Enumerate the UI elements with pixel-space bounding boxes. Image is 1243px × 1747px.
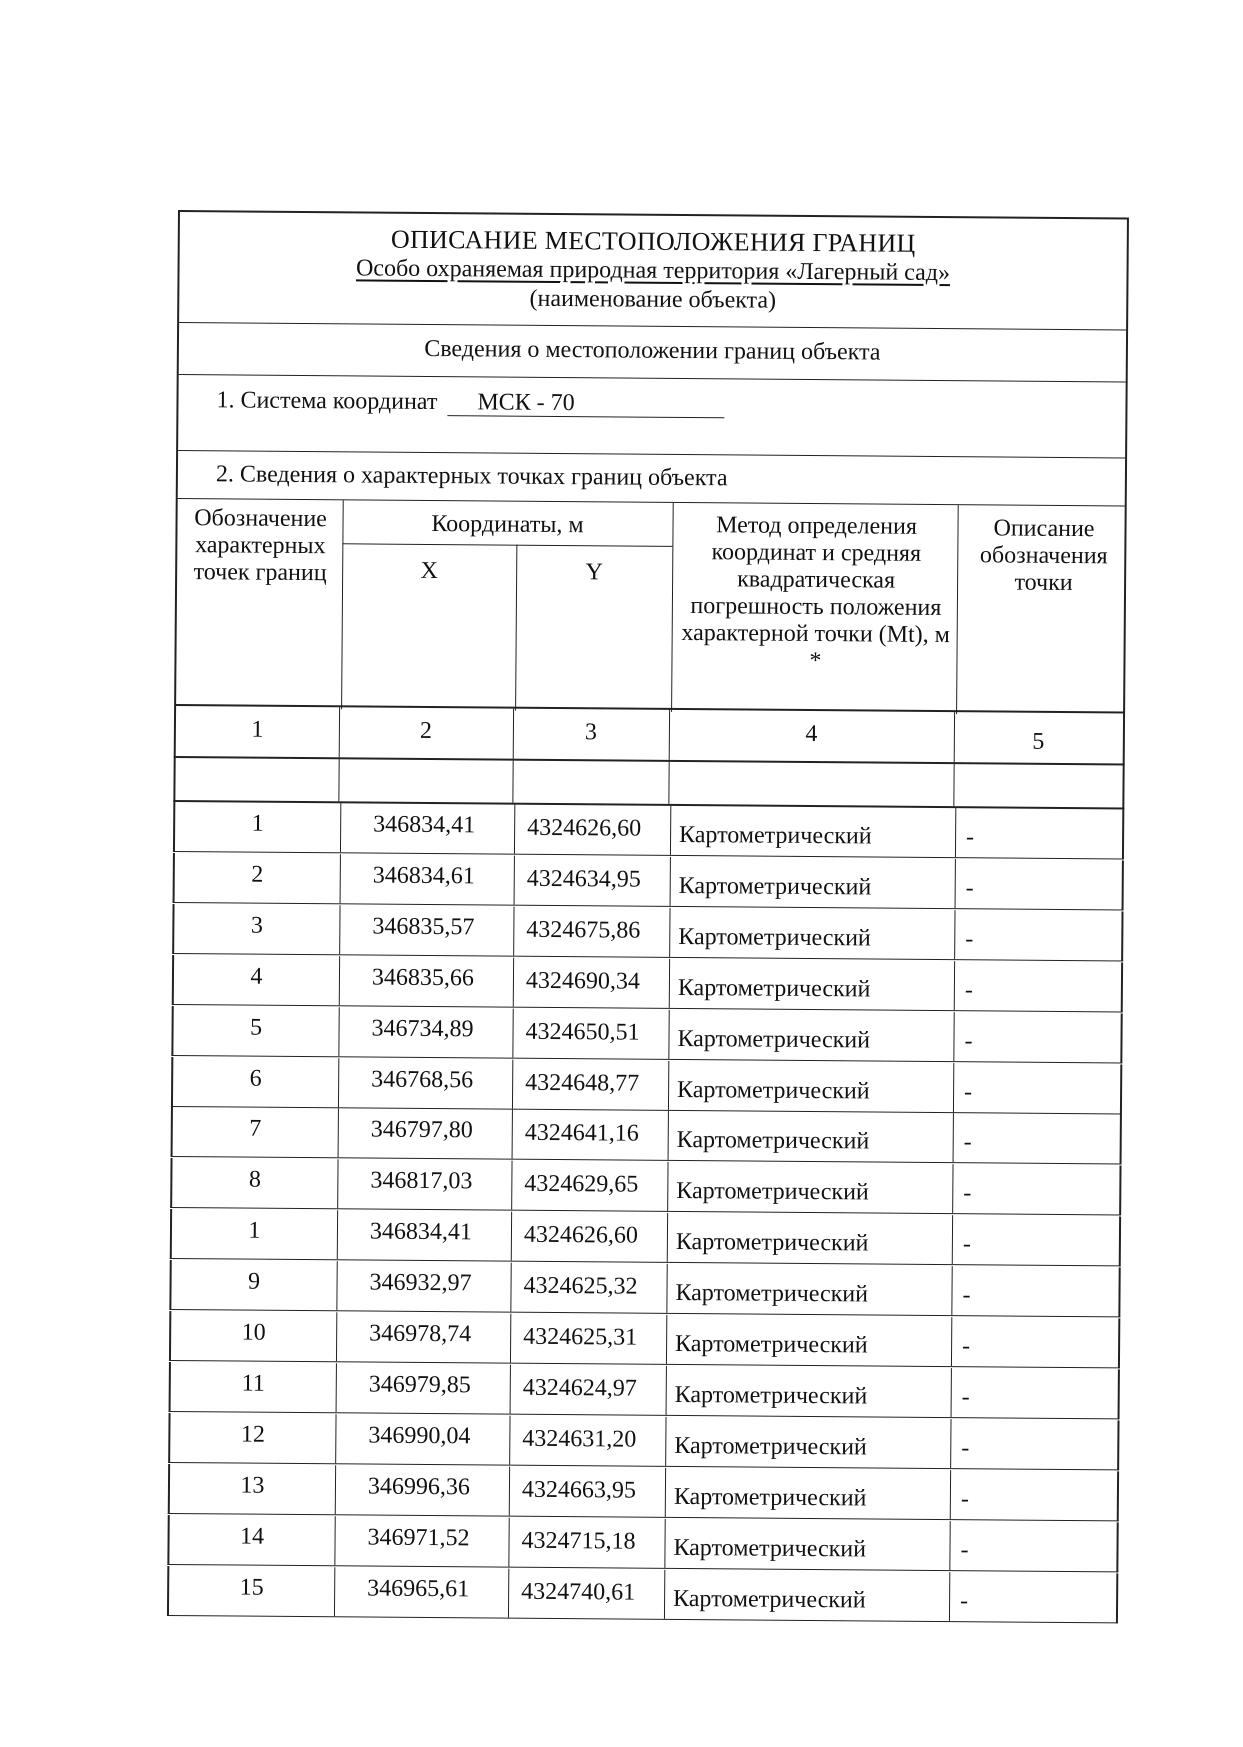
table-row: [169, 1362, 1120, 1419]
description-cell: -: [949, 1521, 1120, 1571]
coord-system-row: [178, 375, 1126, 458]
col-header-y: Y: [585, 559, 603, 586]
point-cell: 10: [241, 1319, 266, 1346]
table-row: [173, 853, 1124, 910]
y-cell: 4324624,97: [510, 1365, 666, 1415]
column-headers: [176, 499, 1125, 715]
table-row: [167, 1515, 1118, 1572]
point-cell: 6: [249, 1065, 262, 1092]
method-cell: Картометрический: [668, 1009, 953, 1060]
table-row: [171, 1056, 1122, 1113]
table-row: [167, 1565, 1118, 1622]
y-cell: 4324631,20: [509, 1415, 665, 1465]
title-section: [179, 212, 1127, 330]
divider: [338, 759, 339, 801]
method-cell: Картометрический: [670, 806, 955, 857]
y-cell: 4324629,65: [511, 1161, 667, 1211]
description-cell: -: [953, 1012, 1124, 1062]
table-row: [170, 1209, 1121, 1266]
method-cell: Картометрический: [666, 1264, 951, 1315]
description-cell: -: [955, 859, 1126, 909]
table-row: [171, 1006, 1122, 1063]
y-cell: 4324715,18: [508, 1517, 664, 1567]
col-header-point: Обозначение характерных точек границ: [193, 505, 327, 587]
x-cell: 346932,97: [336, 1261, 510, 1311]
method-cell: Картометрический: [668, 1111, 953, 1162]
x-cell: 346768,56: [338, 1058, 512, 1108]
method-cell: Картометрический: [667, 1213, 952, 1264]
column-number: 3: [584, 719, 598, 746]
table-row: [169, 1311, 1120, 1368]
y-cell: 4324626,60: [511, 1212, 667, 1262]
x-cell: 346835,66: [339, 956, 513, 1006]
coord-system-label: 1. Система координат: [216, 387, 438, 416]
description-cell: -: [951, 1368, 1122, 1418]
method-cell: Картометрический: [670, 857, 955, 908]
point-cell: 15: [239, 1574, 264, 1601]
point-cell: 5: [249, 1014, 263, 1041]
method-cell: Картометрический: [666, 1366, 951, 1417]
header-block: [174, 210, 1129, 713]
method-cell: Картометрический: [665, 1417, 950, 1468]
method-cell: Картометрический: [668, 1060, 953, 1111]
y-cell: 4324650,51: [512, 1008, 668, 1058]
table-row: [171, 1107, 1122, 1164]
y-cell: 4324663,95: [509, 1466, 665, 1516]
column-number: 5: [1032, 728, 1045, 755]
object-name-note: (наименование объекта): [529, 285, 777, 314]
table-row: [172, 904, 1123, 961]
col-header-method: Метод определения координат и средняя квадратическая погрешность положения характерной точки (Mt), м *: [681, 512, 951, 675]
method-cell: Картометрический: [664, 1569, 949, 1620]
point-cell: 13: [240, 1472, 265, 1499]
description-cell: -: [953, 1063, 1124, 1113]
description-cell: -: [952, 1164, 1123, 1214]
points-section-row: [178, 451, 1125, 506]
empty-row: [173, 758, 1124, 809]
method-cell: Картометрический: [667, 1162, 952, 1213]
x-cell: 346734,89: [338, 1007, 512, 1057]
description-cell: -: [951, 1266, 1122, 1316]
point-cell: 9: [247, 1268, 261, 1295]
x-cell: 346979,85: [336, 1363, 510, 1413]
table-row: [168, 1413, 1119, 1470]
divider: [342, 543, 672, 547]
description-cell: -: [955, 808, 1126, 858]
x-cell: 346978,74: [336, 1312, 510, 1362]
object-name: Особо охраняемая природная территория «Лагерный сад»: [355, 255, 951, 287]
divider: [668, 762, 669, 804]
description-cell: -: [949, 1572, 1120, 1622]
point-cell: 7: [249, 1115, 262, 1143]
y-cell: 4324740,61: [508, 1568, 664, 1618]
blank-line: [447, 389, 477, 416]
section-title-row: [179, 323, 1126, 382]
column-number: 2: [419, 717, 433, 745]
method-cell: Картометрический: [664, 1518, 949, 1569]
method-cell: Картометрический: [669, 959, 954, 1010]
y-cell: 4324641,16: [512, 1110, 668, 1160]
y-cell: 4324625,31: [510, 1314, 666, 1364]
point-cell: 12: [240, 1421, 265, 1448]
point-cell: 14: [239, 1523, 265, 1550]
y-cell: 4324625,32: [510, 1263, 666, 1313]
table-row: [170, 1158, 1121, 1215]
points-section-title: 2. Сведения о характерных точках границ объекта: [215, 461, 728, 492]
x-cell: 346817,03: [337, 1160, 511, 1210]
x-cell: 346990,04: [335, 1414, 509, 1464]
point-cell: 1: [251, 810, 264, 837]
y-cell: 4324634,95: [514, 856, 670, 906]
x-cell: 346965,61: [334, 1567, 508, 1617]
x-cell: 346971,52: [334, 1516, 508, 1566]
point-cell: 11: [241, 1370, 265, 1397]
description-cell: -: [954, 961, 1125, 1011]
table-row: [173, 802, 1124, 859]
x-cell: 346797,80: [338, 1109, 512, 1159]
column-number: 1: [251, 716, 264, 743]
x-cell: 346835,57: [339, 905, 513, 955]
col-header-coords: Координаты, м: [431, 511, 584, 539]
divider: [953, 764, 954, 806]
x-cell: 346834,61: [340, 854, 514, 904]
coord-system: [216, 387, 724, 418]
col-header-x: X: [420, 557, 438, 585]
point-cell: 4: [250, 963, 263, 990]
description-cell: -: [953, 1114, 1124, 1164]
y-cell: 4324690,34: [513, 957, 669, 1007]
point-cell: 2: [251, 861, 264, 888]
point-cell: 1: [248, 1217, 261, 1244]
divider: [512, 761, 513, 803]
description-cell: -: [950, 1470, 1121, 1520]
method-cell: Картометрический: [666, 1315, 951, 1366]
description-cell: -: [951, 1317, 1122, 1367]
point-cell: 3: [250, 912, 263, 939]
method-cell: Картометрический: [665, 1468, 950, 1519]
coord-system-value: МСК - 70: [477, 389, 575, 417]
y-cell: 4324626,60: [514, 805, 670, 855]
x-cell: 346834,41: [337, 1210, 511, 1260]
x-cell: 346834,41: [340, 803, 514, 853]
x-cell: 346996,36: [335, 1465, 509, 1515]
document-page: [167, 210, 1129, 1613]
table-row: [169, 1260, 1120, 1317]
description-cell: -: [950, 1419, 1121, 1469]
column-numbers-row: [174, 706, 1125, 765]
document-title: ОПИСАНИЕ МЕСТОПОЛОЖЕНИЯ ГРАНИЦ: [390, 224, 916, 258]
column-number: 4: [805, 720, 818, 748]
col-header-description: Описание обозначения точки: [979, 515, 1108, 597]
y-cell: 4324648,77: [512, 1059, 668, 1109]
section-title: Сведения о местоположении границ объекта: [424, 335, 881, 366]
description-cell: -: [954, 910, 1125, 960]
table-row: [168, 1464, 1119, 1521]
y-cell: 4324675,86: [513, 906, 669, 956]
point-cell: 8: [248, 1166, 261, 1193]
table-row: [172, 955, 1123, 1012]
divider: [956, 505, 959, 714]
description-cell: -: [952, 1215, 1123, 1265]
method-cell: Картометрический: [669, 908, 954, 959]
blank-line: [575, 390, 725, 418]
